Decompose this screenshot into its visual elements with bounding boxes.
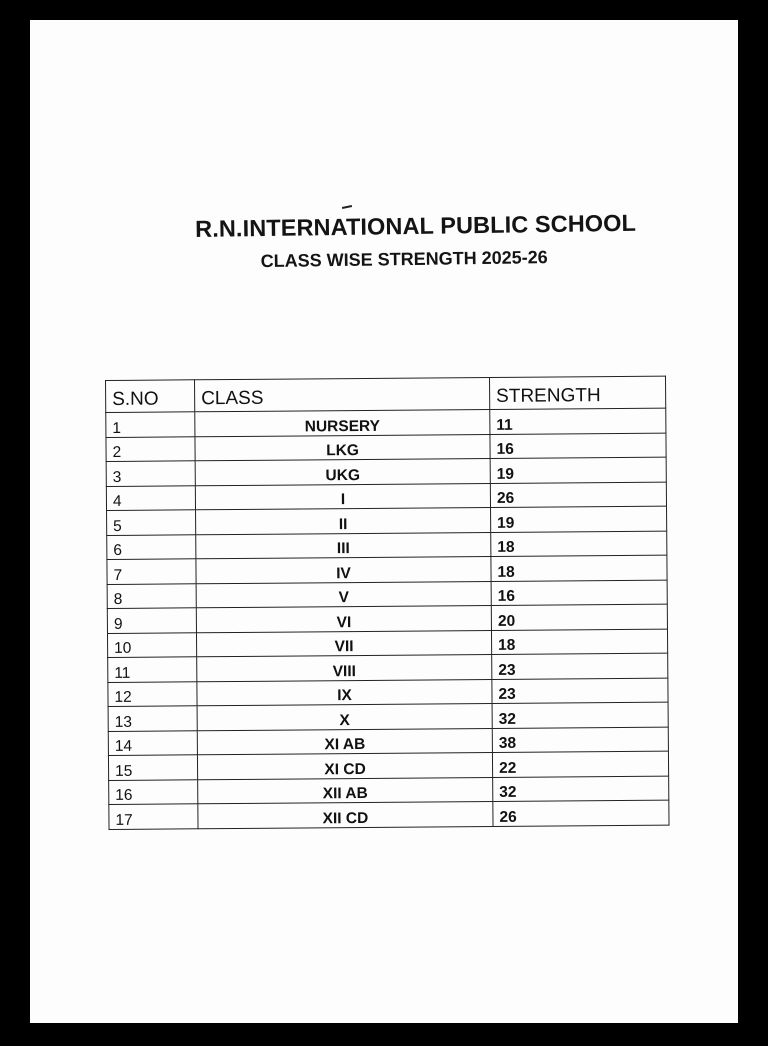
cell-class: VIII xyxy=(197,654,492,681)
cell-class: UKG xyxy=(195,458,490,485)
cell-strength: 18 xyxy=(491,531,667,557)
table-row xyxy=(109,800,669,829)
cell-class: III xyxy=(196,532,491,559)
cell-strength: 26 xyxy=(493,800,669,826)
cell-class: NURSERY xyxy=(195,409,490,436)
cell-strength: 22 xyxy=(492,751,668,777)
cell-class: XII CD xyxy=(198,801,493,828)
table-header-row xyxy=(106,376,666,412)
cell-strength: 16 xyxy=(490,433,666,459)
cell-class: I xyxy=(195,483,490,510)
cell-class: IV xyxy=(196,556,491,583)
cell-strength: 11 xyxy=(490,408,666,434)
cell-class: VI xyxy=(196,605,491,632)
header-class: CLASS xyxy=(195,377,490,411)
cell-sno: 10 xyxy=(107,632,196,657)
header-sno: S.NO xyxy=(106,380,195,413)
cell-class: II xyxy=(196,507,491,534)
cell-sno: 4 xyxy=(106,485,195,510)
cell-sno: 16 xyxy=(109,779,198,804)
cell-class: IX xyxy=(197,679,492,706)
cell-sno: 8 xyxy=(107,583,196,608)
table-body xyxy=(106,408,669,829)
cell-sno: 5 xyxy=(107,510,196,535)
cell-sno: 13 xyxy=(108,706,197,731)
cell-strength: 16 xyxy=(491,580,667,606)
cell-class: LKG xyxy=(195,434,490,461)
cell-sno: 1 xyxy=(106,412,195,437)
cell-sno: 7 xyxy=(107,559,196,584)
cell-strength: 23 xyxy=(492,653,668,679)
cell-class: VII xyxy=(196,630,491,657)
document-subtitle: CLASS WISE STRENGTH 2025-26 xyxy=(260,247,548,272)
pen-mark xyxy=(342,205,352,209)
cell-class: X xyxy=(197,703,492,730)
class-strength-table xyxy=(105,376,670,830)
document-page xyxy=(30,20,738,1023)
cell-sno: 15 xyxy=(108,755,197,780)
cell-sno: 11 xyxy=(108,657,197,682)
cell-class: XI CD xyxy=(197,752,492,779)
cell-sno: 17 xyxy=(109,804,198,829)
cell-strength: 32 xyxy=(493,776,669,802)
strength-table-container xyxy=(105,376,670,830)
document-heading xyxy=(195,209,666,273)
cell-strength: 18 xyxy=(491,555,667,581)
cell-class: XII AB xyxy=(198,777,493,804)
cell-sno: 14 xyxy=(108,730,197,755)
cell-sno: 9 xyxy=(107,608,196,633)
cell-strength: 32 xyxy=(492,702,668,728)
cell-strength: 38 xyxy=(492,727,668,753)
cell-class: XI AB xyxy=(197,728,492,755)
cell-strength: 23 xyxy=(492,678,668,704)
cell-sno: 12 xyxy=(108,681,197,706)
cell-sno: 3 xyxy=(106,461,195,486)
cell-strength: 26 xyxy=(490,482,666,508)
school-name: R.N.INTERNATIONAL PUBLIC SCHOOL xyxy=(195,209,637,242)
cell-strength: 19 xyxy=(491,506,667,532)
cell-sno: 2 xyxy=(106,436,195,461)
cell-class: V xyxy=(196,581,491,608)
cell-strength: 19 xyxy=(490,457,666,483)
header-strength: STRENGTH xyxy=(489,376,665,409)
cell-sno: 6 xyxy=(107,534,196,559)
cell-strength: 20 xyxy=(491,604,667,630)
cell-strength: 18 xyxy=(491,629,667,655)
